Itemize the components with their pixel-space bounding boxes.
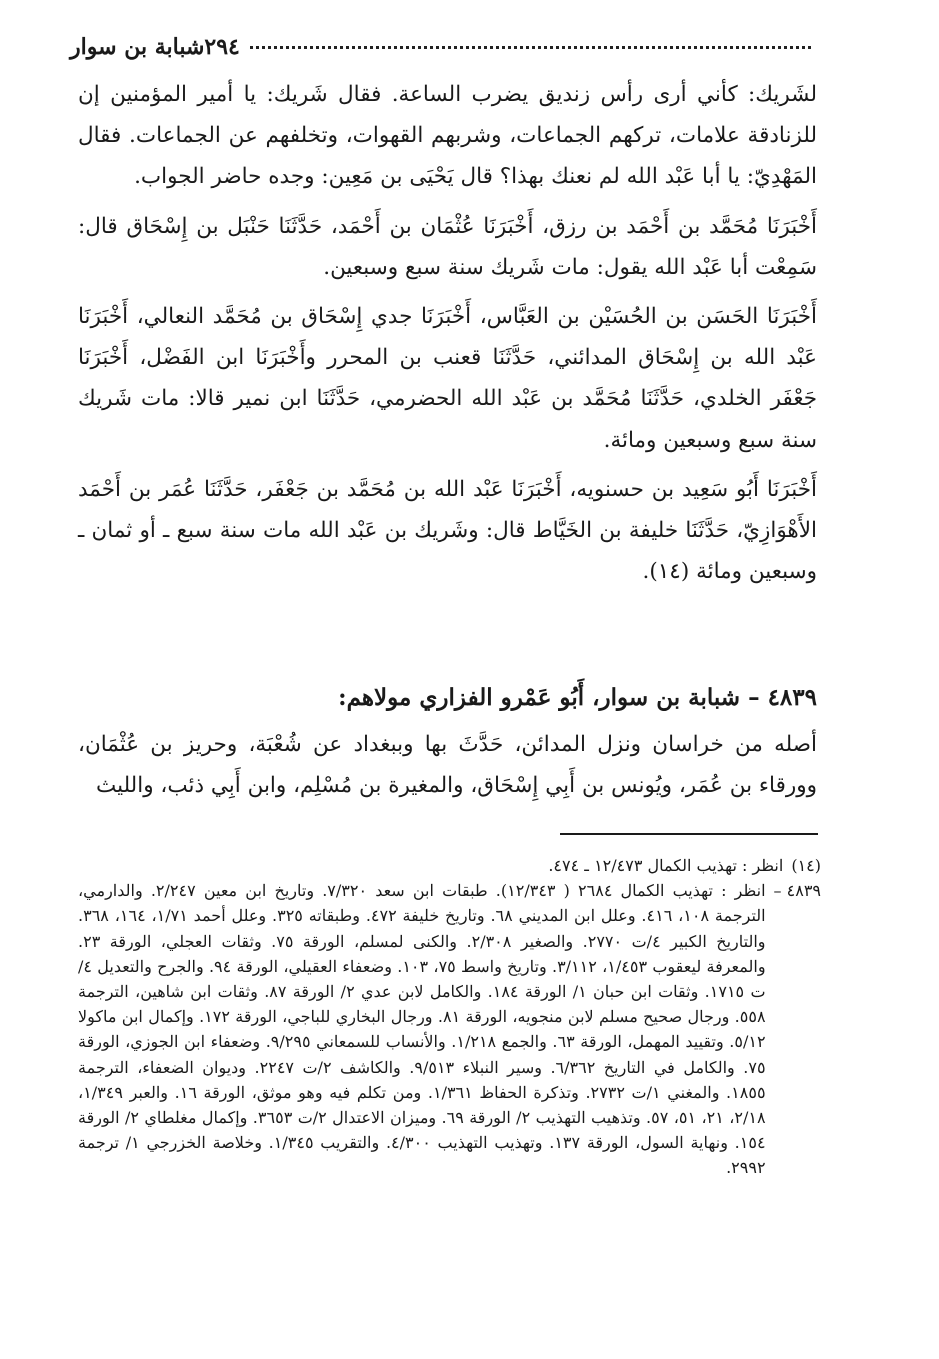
paragraph: أَخْبَرَنَا مُحَمَّد بن أَحْمَد بن رزق، أَخْبَرَنَا عُثْمَان بن أَحْمَد، حَدَّثَنَا حَنْبَل بن إِسْحَاق قال: سَمِعْت أبا عَبْد الله يقول: مات شَريك سنة سبع وسبعين. <box>78 213 817 280</box>
footnotes <box>78 853 821 1181</box>
footnote <box>78 878 821 1180</box>
paragraph: أَخْبَرَنَا أَبُو سَعِيد بن حسنويه، أَخْبَرَنَا عَبْد الله بن مُحَمَّد بن جَعْفَر، حَدَّثَنَا عُمَر بن أَحْمَد الأَهْوَازِيّ، حَدَّثَنَا خليفة بن الخَيَّاط قال: وشَريك بن عَبْد الله مات سنة سبع ـ أو ثمان ـ وسبعين ومائة (١٤). <box>78 476 817 585</box>
footnote-separator <box>560 833 818 835</box>
entry-heading: ٤٨٣٩ – شبابة بن سوار، أَبُو عَمْرو الفزاري مولاهم: <box>338 684 817 711</box>
main-text <box>78 74 817 592</box>
footnote-text: انظر : تهذيب الكمال ١٢/٤٧٣ ـ ٤٧٤. <box>548 856 784 875</box>
paragraph: لشَريك: كأني أرى رأس زنديق يضرب الساعة. فقال شَريك: يا أمير المؤمنين إن للزنادقة علامات، تركهم الجماعات، وشربهم القهوات، وتخلفهم عن الجماعات. فقال المَهْدِيّ: يا أبا عَبْد الله لم نعنك بهذا؟ قال يَحْيَى بن مَعِين: وجده حاضر الجواب. <box>78 82 817 190</box>
paragraph: أصله من خراسان ونزل المدائن، حَدَّثَ بها وببغداد عن شُعْبَة، وحريز بن عُثْمَان، وورقاء بن عُمَر، ويُونس بن أَبِي إِسْحَاق، والمغيرة بن مُسْلِم، وابن أَبِي ذئب، والليث <box>78 732 817 799</box>
page-number: ٢٩٤ <box>204 34 240 60</box>
paragraph: أَخْبَرَنَا الحَسَن بن الحُسَيْن بن العَبَّاس، أَخْبَرَنَا جدي إِسْحَاق بن مُحَمَّد النعالي، أَخْبَرَنَا عَبْد الله بن إِسْحَاق المدائني، حَدَّثَنَا قعنب بن المحرر وأَخْبَرَنَا ابن الفَضْل، أَخْبَرَنَا جَعْفَر الخلدي، حَدَّثَنَا مُحَمَّد بن عَبْد الله الحضرمي، حَدَّثَنَا ابن نمير قالا: مات شَريك سنة سبع وسبعين ومائة. <box>78 304 817 453</box>
page-header <box>70 32 821 62</box>
footnote-number: (١٤) <box>791 856 821 875</box>
entry-body <box>78 724 817 806</box>
header-leader-dots <box>250 46 811 49</box>
footnote-number: ٤٨٣٩ – <box>773 881 821 901</box>
running-title: شبابة بن سوار <box>70 34 205 60</box>
footnote-text: انظر : تهذيب الكمال ٢٦٨٤ ( ١٢/٣٤٣). طبقات ابن سعد ٧/٣٢٠. وتاريخ ابن معين ٢/٢٤٧. والدارمي، الترجمة ١٠٨، ٤١٦. وعلل ابن المديني ٦٨. وتاريخ خليفة ٤٧٢. وطبقاته ٣٢٥. وعلل أحمد ١/٧١، ١٦٤، ٣٦٨. والتاريخ الكبير ٤/ت ٢٧٧٠. والصغير ٢/٣٠٨. والكنى لمسلم، الورقة ٧٥. وثقات العجلي، الورقة ٢٣. والمعرفة ليعقوب ١/٤٥٣، ٣/١١٢. وتاريخ واسط ٧٥، ١٠٣. وضعفاء العقيلي، الورقة ٩٤. والجرح والتعديل ٤/ت ١٧١٥. وثقات ابن حبان ١/ الورقة ١٨٤. والكامل لابن عدي ٢/ الورقة ٨٧. وثقات ابن شاهين، الترجمة ٥٥٨. ورجال صحيح مسلم لابن منجويه، الورقة ٨١. ورجال البخاري للباجي، الورقة ١٧٢. وإكمال ابن ماكولا ٥/١٢. وتقييد المهمل، الورقة ٦٣. والجمع ١/٢١٨. والأنساب للسمعاني ٩/٢٩٥. وضعفاء ابن الجوزي، الورقة ٧٥. والكامل في التاريخ ٦/٣٦٢. وسير النبلاء ٩/٥١٣. والكاشف ٢/ت ٢٢٤٧. وديوان الضعفاء، الترجمة ١٨٥٥. والمغني ١/ت ٢٧٣٢. وتذكرة الحفاظ ١/٣٦١. ومن تكلم فيه وهو موثق، الورقة ١٦. والعبر ١/٣٤٩، ٢/١٨، ٢١، ٥١، ٥٧. وتذهيب التهذيب ٢/ الورقة ٦٩. وميزان الاعتدال ٢/ت ٣٦٥٣. وإكمال مغلطاي ٢/ الورقة ١٥٤. ونهاية السول، الورقة ١٣٧. وتهذيب التهذيب ٤/٣٠٠. والتقريب ١/٣٤٥. وخلاصة الخزرجي ١/ ترجمة ٢٩٩٢. <box>78 881 766 1178</box>
footnote <box>78 853 821 878</box>
